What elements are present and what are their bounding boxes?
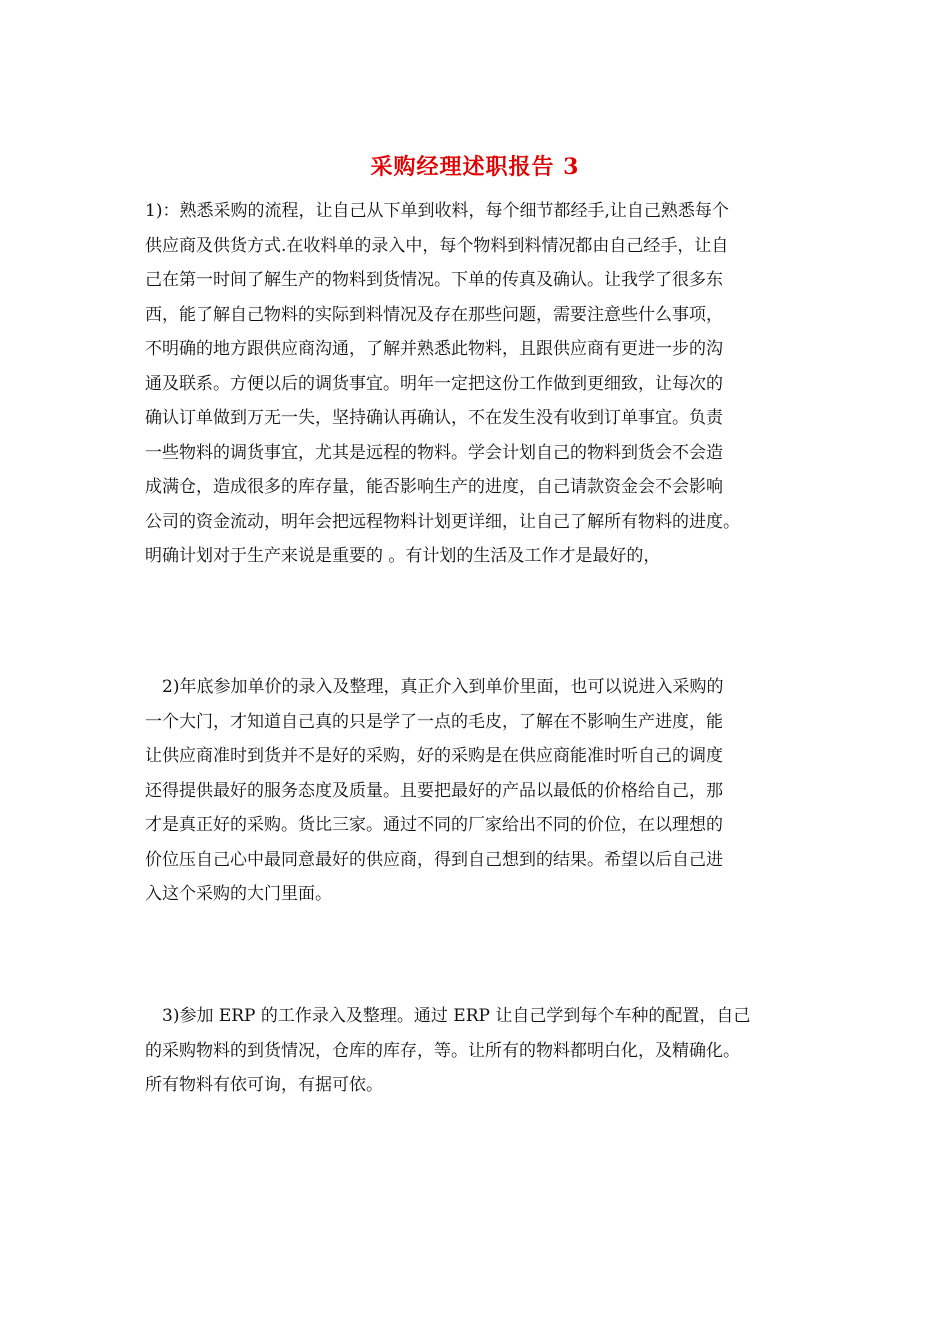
document-title: 采购经理述职报告 3	[370, 154, 580, 180]
paragraph-line: 供应商及供货方式.在收料单的录入中，每个物料到料情况都由自己经手，让自	[145, 235, 729, 256]
paragraph-2	[145, 670, 813, 912]
paragraph-line: 明确计划对于生产来说是重要的 。有计划的生活及工作才是最好的，	[145, 546, 661, 566]
paragraph-line: 公司的资金流动，明年会把远程物料计划更详细，让自己了解所有物料的进度。	[145, 511, 740, 532]
paragraph-line: 成满仓，造成很多的库存量，能否影响生产的进度，自己请款资金会不会影响	[145, 477, 723, 497]
paragraph-3	[145, 999, 813, 1103]
paragraph-line: 一些物料的调货事宜，尤其是远程的物料。学会计划自己的物料到货会不会造	[145, 442, 723, 463]
paragraph-line: 1)：熟悉采购的流程，让自己从下单到收料，每个细节都经手,让自己熟悉每个	[145, 201, 729, 221]
paragraph-line: 不明确的地方跟供应商沟通，了解并熟悉此物料，且跟供应商有更进一步的沟	[145, 339, 723, 359]
paragraph-line: 价位压自己心中最同意最好的供应商，得到自己想到的结果。希望以后自己进	[145, 849, 723, 870]
paragraph-line: 通及联系。方便以后的调货事宜。明年一定把这份工作做到更细致，让每次的	[145, 373, 723, 394]
paragraph-1	[145, 194, 813, 574]
paragraph-line: 所有物料有依可询，有据可依。	[145, 1075, 383, 1095]
paragraph-line: 入这个采购的大门里面。	[145, 884, 332, 904]
paragraph-line: 2)年底参加单价的录入及整理，真正介入到单价里面，也可以说进入采购的	[145, 677, 724, 697]
paragraph-line: 3)参加 ERP 的工作录入及整理。通过 ERP 让自己学到每个车种的配置，自己	[145, 1006, 751, 1026]
paragraph-line: 让供应商准时到货并不是好的采购，好的采购是在供应商能准时听自己的调度	[145, 746, 723, 766]
paragraph-line: 才是真正好的采购。货比三家。通过不同的厂家给出不同的价位，在以理想的	[145, 815, 723, 835]
paragraph-line: 一个大门，才知道自己真的只是学了一点的毛皮，了解在不影响生产进度，能	[145, 711, 723, 732]
paragraph-line: 己在第一时间了解生产的物料到货情况。下单的传真及确认。让我学了很多东	[145, 270, 723, 290]
paragraph-line: 西，能了解自己物料的实际到料情况及存在那些问题，需要注意些什么事项，	[145, 304, 723, 325]
paragraph-line: 确认订单做到万无一失，坚持确认再确认，不在发生没有收到订单事宜。负责	[145, 408, 723, 428]
paragraph-line: 还得提供最好的服务态度及质量。且要把最好的产品以最低的价格给自己，那	[145, 780, 723, 801]
paragraph-line: 的采购物料的到货情况，仓库的库存，等。让所有的物料都明白化，及精确化。	[145, 1040, 740, 1061]
